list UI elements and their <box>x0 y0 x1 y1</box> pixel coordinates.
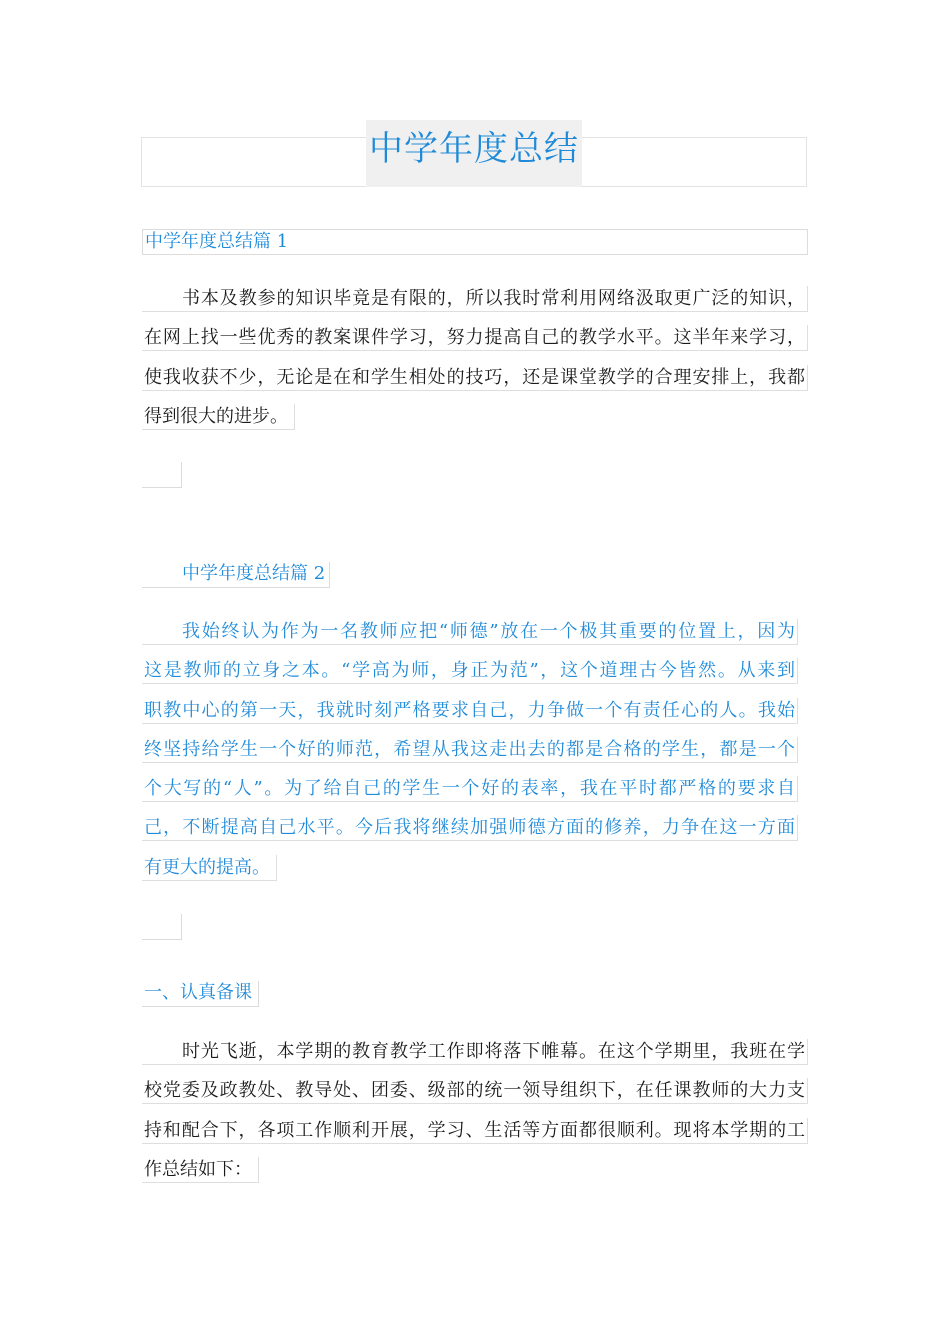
paragraph-line: 己，不断提高自己水平。今后我将继续加强师德方面的修养，力争在这一方面 <box>142 815 798 841</box>
paragraph-line: 持和配合下，各项工作顺利开展，学习、生活等方面都很顺利。现将本学期的工 <box>142 1118 808 1144</box>
paragraph-3 <box>142 1039 808 1201</box>
paragraph-line: 我始终认为作为一名教师应把“师德”放在一个极其重要的位置上，因为 <box>142 619 798 645</box>
paragraph-line: 职教中心的第一天，我就时刻严格要求自己，力争做一个有责任心的人。我始 <box>142 698 798 724</box>
empty-placeholder-box <box>142 462 182 488</box>
empty-placeholder-box <box>142 914 182 940</box>
section-heading-3: 一、认真备课 <box>142 981 259 1007</box>
paragraph-1 <box>142 286 808 448</box>
paragraph-line: 使我收获不少，无论是在和学生相处的技巧，还是课堂教学的合理安排上，我都 <box>142 365 808 391</box>
paragraph-line: 这是教师的立身之本。“学高为师，身正为范”，这个道理古今皆然。从来到 <box>142 658 798 684</box>
paragraph-line: 时光飞逝，本学期的教育教学工作即将落下帷幕。在这个学期里，我班在学 <box>142 1039 808 1065</box>
paragraph-line: 终坚持给学生一个好的师范，希望从我这走出去的都是合格的学生，都是一个 <box>142 737 798 763</box>
paragraph-line: 作总结如下： <box>142 1157 259 1183</box>
document-title: 中学年度总结 <box>366 120 582 187</box>
paragraph-line: 校党委及政教处、教导处、团委、级部的统一领导组织下，在任课教师的大力支 <box>142 1078 808 1104</box>
paragraph-line: 在网上找一些优秀的教案课件学习，努力提高自己的教学水平。这半年来学习， <box>142 325 808 351</box>
paragraph-2 <box>142 619 808 899</box>
paragraph-line: 个大写的“人”。为了给自己的学生一个好的表率，我在平时都严格的要求自 <box>142 776 798 802</box>
paragraph-line: 书本及教参的知识毕竟是有限的，所以我时常利用网络汲取更广泛的知识， <box>142 286 808 312</box>
section-heading-2: 中学年度总结篇 2 <box>142 562 330 588</box>
section-heading-1: 中学年度总结篇 1 <box>142 229 808 255</box>
paragraph-line: 得到很大的进步。 <box>142 404 295 430</box>
paragraph-line: 有更大的提高。 <box>142 855 277 881</box>
